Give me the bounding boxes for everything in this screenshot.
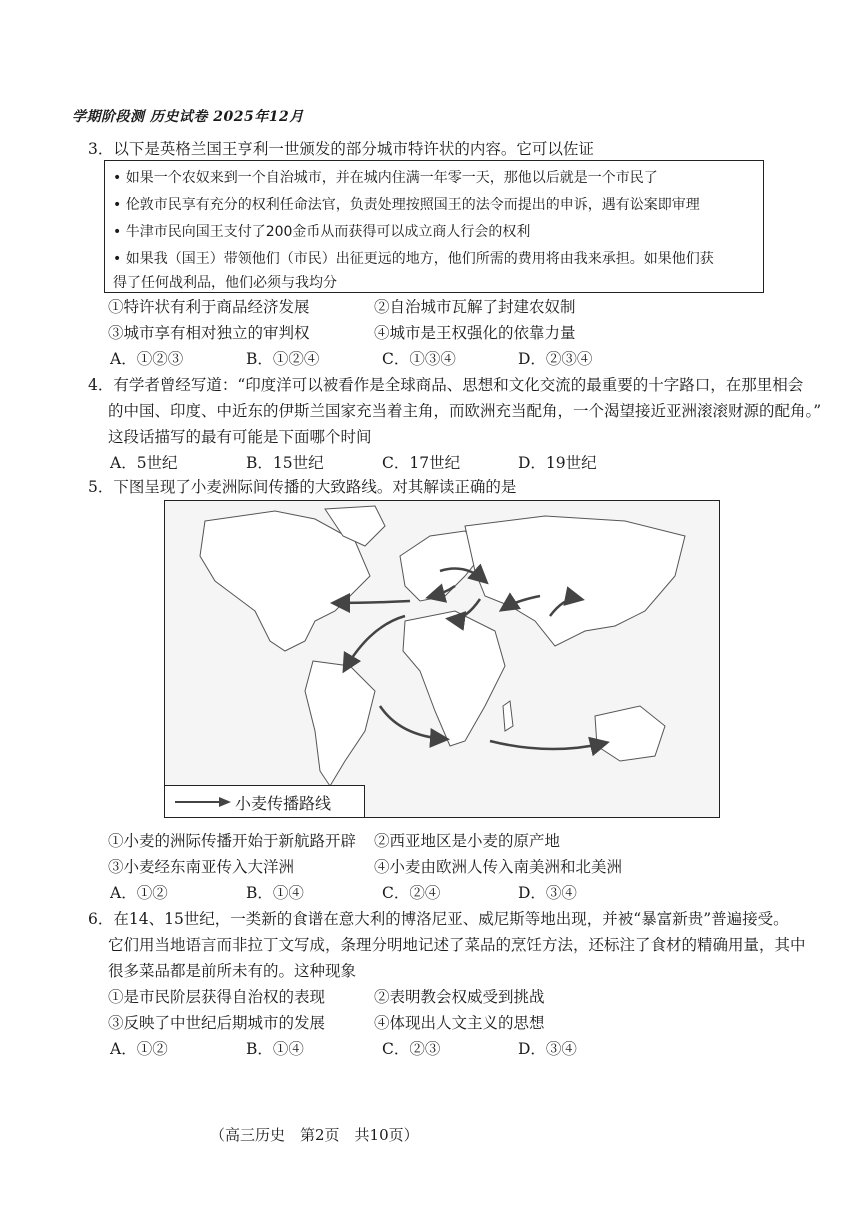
q5-choice-a: A．①② [110,884,168,902]
q6-option-3: ③反映了中世纪后期城市的发展 [108,1014,326,1032]
q4-line-1: 4．有学者曾经写道：“印度洋可以被看作是全球商品、思想和文化交流的最重要的十字路口，在那里相会 [88,376,804,394]
q3-charter-box [104,160,764,293]
q5-option-4: ④小麦由欧洲人传入南美洲和北美洲 [374,858,623,876]
q3-option-3: ③城市享有相对独立的审判权 [108,324,310,342]
q6-choice-b: B．①④ [246,1040,304,1058]
q6-choice-a: A．①② [110,1040,168,1058]
q4-choice-c: C．17世纪 [382,454,461,472]
q3-choice-d: D．②③④ [518,350,593,368]
q5-choice-c: C．②④ [382,884,441,902]
wheat-spread-world-map [164,500,720,818]
charter-line-2: • 伦敦市民享有充分的权利任命法官，负责处理按照国王的法令而提出的申诉，遇有讼案即审理 [113,197,700,213]
q3-option-2: ②自治城市瓦解了封建农奴制 [374,298,576,316]
q6-line-2: 它们用当地语言而非拉丁文写成，条理分明地记述了菜品的烹饪方法，还标注了食材的精确用量，其中 [108,936,806,954]
q6-line-1: 6．在14、15世纪，一类新的食谱在意大利的博洛尼亚、威尼斯等地出现，并被“暴富新贵”普遍接受。 [88,910,789,928]
exam-header: 学期阶段测 历史试卷 2025年12月 [72,109,304,125]
q3-option-1: ①特许状有利于商品经济发展 [108,298,310,316]
q4-choice-a: A．5世纪 [110,454,178,472]
q5-stem: 5．下图呈现了小麦洲际间传播的大致路线。对其解读正确的是 [88,478,517,496]
map-legend [165,785,365,817]
q4-choice-b: B．15世纪 [246,454,324,472]
q6-option-2: ②表明教会权威受到挑战 [374,988,545,1006]
q5-choice-b: B．①④ [246,884,304,902]
q3-option-4: ④城市是王权强化的依靠力量 [374,324,576,342]
q5-option-3: ③小麦经东南亚传入大洋洲 [108,858,295,876]
q3-stem: 3．以下是英格兰国王亨利一世颁发的部分城市特许状的内容。它可以佐证 [88,140,594,158]
q6-line-3: 很多菜品都是前所未有的。这种现象 [108,962,357,980]
world-map-graphic [165,501,720,818]
q4-line-3: 这段话描写的最有可能是下面哪个时间 [108,428,372,446]
legend-label: 小麦传播路线 [235,794,332,813]
page-footer: （高三历史 第2页 共10页） [210,1126,419,1144]
q6-choice-c: C．②③ [382,1040,441,1058]
charter-line-5: 得了任何战利品，他们必须与我均分 [113,275,337,291]
q5-option-1: ①小麦的洲际传播开始于新航路开辟 [108,832,357,850]
q3-choice-c: C．①③④ [382,350,456,368]
q6-choice-d: D．③④ [518,1040,577,1058]
q3-choice-a: A．①②③ [110,350,184,368]
q6-option-1: ①是市民阶层获得自治权的表现 [108,988,326,1006]
charter-line-1: • 如果一个农奴来到一个自治城市，并在城内住满一年零一天，那他以后就是一个市民了 [113,170,658,186]
q5-choice-d: D．③④ [518,884,577,902]
q6-option-4: ④体现出人文主义的思想 [374,1014,545,1032]
q5-option-2: ②西亚地区是小麦的原产地 [374,832,561,850]
charter-line-4: • 如果我（国王）带领他们（市民）出征更远的地方，他们所需的费用将由我来承担。如果他们获 [113,251,714,267]
q3-choice-b: B．①②④ [246,350,320,368]
legend-arrow-icon [173,795,233,809]
q4-choice-d: D．19世纪 [518,454,597,472]
charter-line-3: • 牛津市民向国王支付了200金币从而获得可以成立商人行会的权利 [113,224,531,240]
q4-line-2: 的中国、印度、中近东的伊斯兰国家充当着主角，而欧洲充当配角，一个渴望接近亚洲滚滚财源的配角。” [108,402,822,420]
